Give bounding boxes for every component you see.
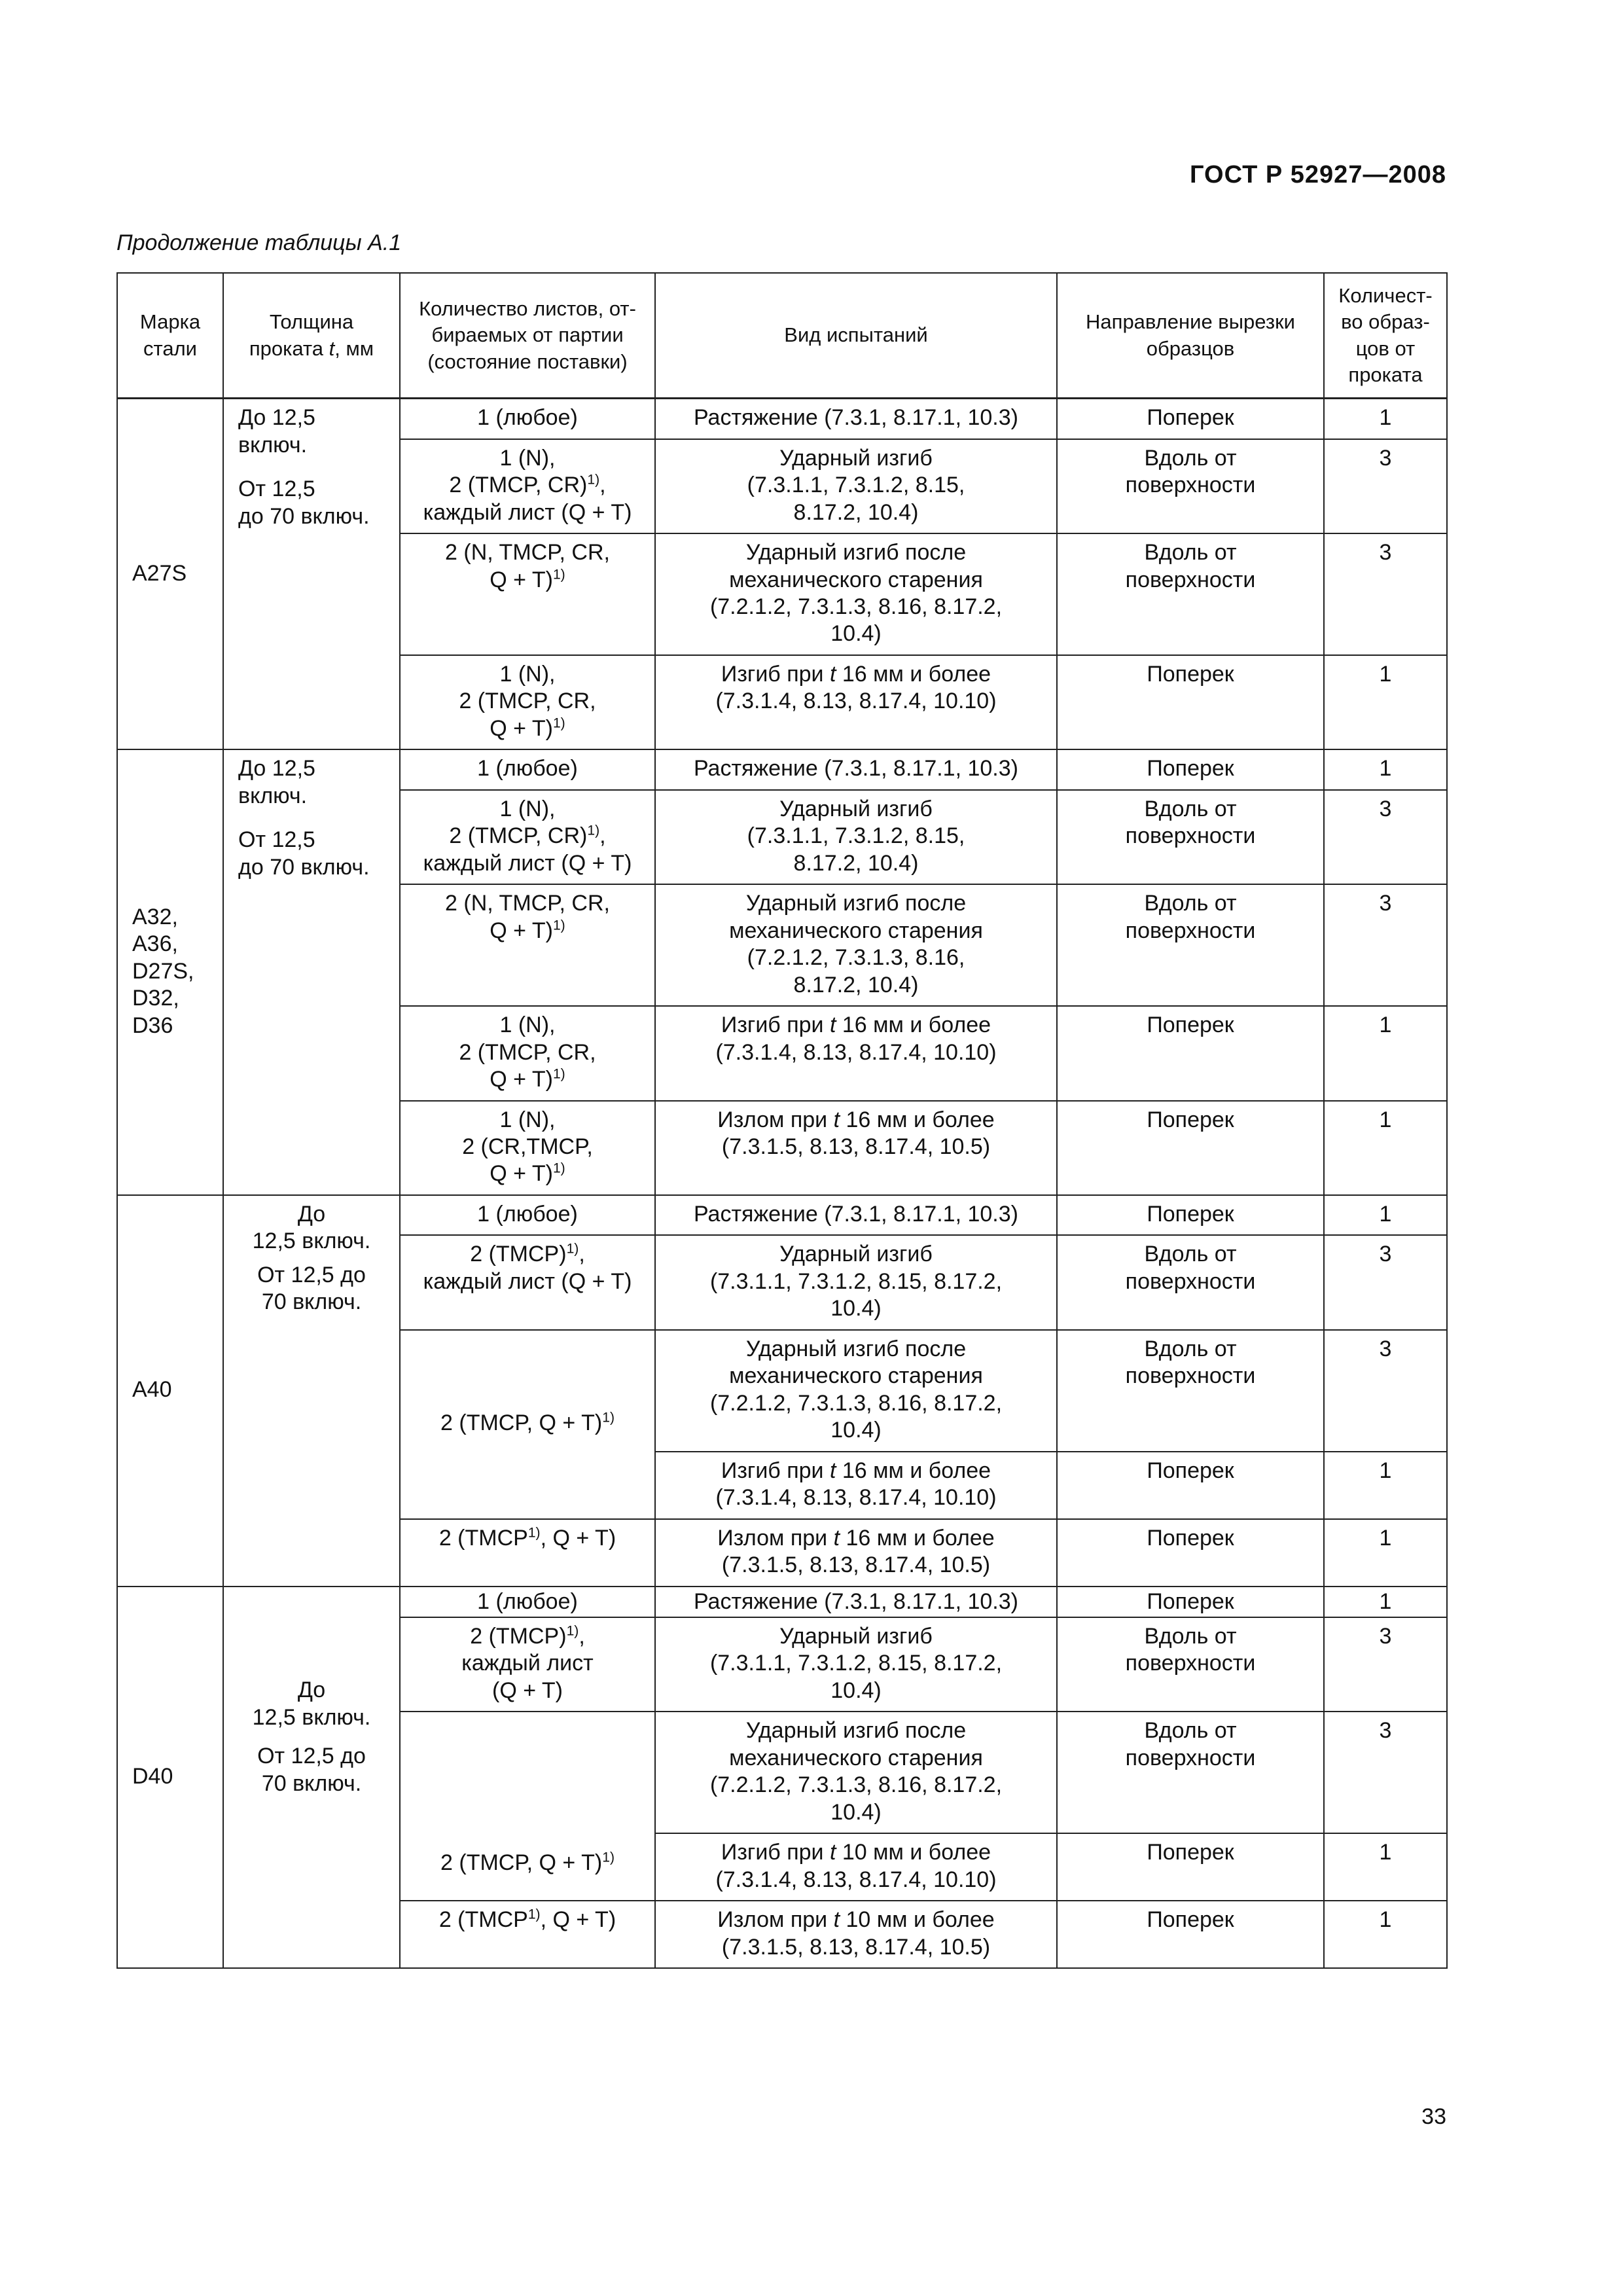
test-cell: Ударный изгиб после механического старения (7.2.1.2, 7.3.1.3, 8.16, 8.17.2, 10.4) [655,533,1057,655]
count-cell: 3 [1324,533,1447,655]
test-cell: Растяжение (7.3.1, 8.17.1, 10.3) [655,749,1057,789]
col-header-test-type: Вид испытаний [655,273,1057,399]
test-cell: Ударный изгиб после механического старения (7.2.1.2, 7.3.1.3, 8.16, 8.17.2, 10.4) [655,1330,1057,1452]
table-row [117,399,1447,439]
test-cell: Растяжение (7.3.1, 8.17.1, 10.3) [655,399,1057,439]
count-cell: 1 [1324,1901,1447,1968]
quantity-cell: 1 (любое) [400,749,655,789]
count-cell: 1 [1324,655,1447,749]
direction-cell: Поперек [1057,1101,1324,1195]
direction-cell: Поперек [1057,1587,1324,1617]
thickness-range: От 12,5 до 70 включ. [238,827,370,880]
count-cell: 3 [1324,790,1447,884]
quantity-cell: 2 (TMCP, Q + T)$^{1)}$ [400,1330,655,1519]
count-cell: 3 [1324,884,1447,1006]
col-header-grade: Марка стали [117,273,223,399]
direction-cell: Вдоль от поверхности [1057,1712,1324,1833]
group-a32-d36 [117,749,1447,1195]
quantity-cell: 1 (N), 2 (TMCP, CR)$^{1)}$, каждый лист (Q + T) [400,439,655,533]
count-cell: 3 [1324,1235,1447,1329]
thickness-cell [223,749,400,1195]
thickness-cell [223,1587,400,1969]
quantity-cell: 2 (TMCP)$^{1)}$, каждый лист (Q + T) [400,1617,655,1712]
direction-cell: Поперек [1057,399,1324,439]
direction-cell: Вдоль от поверхности [1057,884,1324,1006]
test-cell: Изгиб при t 10 мм и более (7.3.1.4, 8.13, 8.17.4, 10.10) [655,1833,1057,1901]
test-cell: Излом при t 10 мм и более (7.3.1.5, 8.13, 8.17.4, 10.5) [655,1901,1057,1968]
thickness-upper: До 12,5 включ. [252,1201,371,1254]
direction-cell: Вдоль от поверхности [1057,790,1324,884]
direction-cell: Вдоль от поверхности [1057,1330,1324,1452]
test-cell: Излом при t 16 мм и более (7.3.1.5, 8.13, 8.17.4, 10.5) [655,1519,1057,1587]
quantity-cell: 1 (N), 2 (CR,TMCP, Q + T)$^{1)}$ [400,1101,655,1195]
table-caption: Продолжение таблицы А.1 [116,230,402,255]
group-d40 [117,1587,1447,1969]
thickness-upper: До 12,5 включ. [252,1677,371,1730]
group-a27s [117,399,1447,750]
document-header: ГОСТ Р 52927—2008 [1190,161,1446,188]
count-cell: 3 [1324,1617,1447,1712]
count-cell: 1 [1324,1101,1447,1195]
col-header-quantity: Количество листов, от- бираемых от партии (состояние поставки) [400,273,655,399]
quantity-cell: 1 (любое) [400,1587,655,1617]
quantity-cell: 1 (N), 2 (TMCP, CR, Q + T)$^{1)}$ [400,655,655,749]
grade-cell: A27S [117,399,223,750]
table-row [117,749,1447,789]
count-cell: 1 [1324,1452,1447,1519]
grade-cell: A40 [117,1195,223,1587]
count-cell: 3 [1324,1712,1447,1833]
group-a40 [117,1195,1447,1587]
quantity-cell: 1 (любое) [400,399,655,439]
quantity-cell: 1 (N), 2 (TMCP, CR)$^{1)}$, каждый лист (Q + T) [400,790,655,884]
count-cell: 1 [1324,749,1447,789]
col-header-thickness: Толщина проката t, мм [223,273,400,399]
direction-cell: Вдоль от поверхности [1057,1617,1324,1712]
quantity-cell: 1 (N), 2 (TMCP, CR, Q + T)$^{1)}$ [400,1006,655,1100]
direction-cell: Вдоль от поверхности [1057,533,1324,655]
direction-cell: Вдоль от поверхности [1057,439,1324,533]
count-cell: 3 [1324,439,1447,533]
thickness-upper: До 12,5 включ. [238,405,315,457]
quantity-cell: 2 (TMCP, Q + T)$^{1)}$ [400,1712,655,1901]
quantity-cell: 1 (любое) [400,1195,655,1235]
col-header-sample-count: Количест- во образ- цов от проката [1324,273,1447,399]
table-header-row [117,273,1447,399]
count-cell: 1 [1324,1195,1447,1235]
direction-cell: Поперек [1057,1006,1324,1100]
test-cell: Растяжение (7.3.1, 8.17.1, 10.3) [655,1195,1057,1235]
test-cell: Ударный изгиб после механического старения (7.2.1.2, 7.3.1.3, 8.16, 8.17.2, 10.4) [655,1712,1057,1833]
count-cell: 1 [1324,1519,1447,1587]
direction-cell: Поперек [1057,749,1324,789]
table-row [117,1195,1447,1235]
thickness-cell [223,1195,400,1587]
col-header-direction: Направление вырезки образцов [1057,273,1324,399]
test-cell: Ударный изгиб (7.3.1.1, 7.3.1.2, 8.15, 8.17.2, 10.4) [655,1235,1057,1329]
thickness-upper: До 12,5 включ. [238,756,315,808]
test-cell: Изгиб при t 16 мм и более (7.3.1.4, 8.13, 8.17.4, 10.10) [655,1452,1057,1519]
test-cell: Изгиб при t 16 мм и более (7.3.1.4, 8.13, 8.17.4, 10.10) [655,1006,1057,1100]
grade-cell: A32, A36, D27S, D32, D36 [117,749,223,1195]
count-cell: 1 [1324,1006,1447,1100]
test-cell: Ударный изгиб (7.3.1.1, 7.3.1.2, 8.15, 8.17.2, 10.4) [655,1617,1057,1712]
test-cell: Ударный изгиб (7.3.1.1, 7.3.1.2, 8.15, 8.17.2, 10.4) [655,790,1057,884]
grade-cell: D40 [117,1587,223,1969]
thickness-range: От 12,5 до 70 включ. [257,1744,366,1796]
count-cell: 1 [1324,399,1447,439]
direction-cell: Вдоль от поверхности [1057,1235,1324,1329]
test-requirements-table [116,272,1448,1969]
quantity-cell: 2 (N, TMCP, CR, Q + T)$^{1)}$ [400,533,655,655]
direction-cell: Поперек [1057,1519,1324,1587]
test-cell: Растяжение (7.3.1, 8.17.1, 10.3) [655,1587,1057,1617]
direction-cell: Поперек [1057,1452,1324,1519]
direction-cell: Поперек [1057,1901,1324,1968]
test-cell: Изгиб при t 16 мм и более (7.3.1.4, 8.13, 8.17.4, 10.10) [655,655,1057,749]
thickness-cell [223,399,400,750]
test-cell: Излом при t 16 мм и более (7.3.1.5, 8.13, 8.17.4, 10.5) [655,1101,1057,1195]
count-cell: 3 [1324,1330,1447,1452]
quantity-cell: 2 (TMCP$^{1)}$, Q + T) [400,1519,655,1587]
count-cell: 1 [1324,1587,1447,1617]
quantity-cell: 2 (TMCP)$^{1)}$, каждый лист (Q + T) [400,1235,655,1329]
table-row [117,1587,1447,1617]
count-cell: 1 [1324,1833,1447,1901]
test-cell: Ударный изгиб (7.3.1.1, 7.3.1.2, 8.15, 8.17.2, 10.4) [655,439,1057,533]
thickness-range: От 12,5 до 70 включ. [257,1262,366,1315]
thickness-range: От 12,5 до 70 включ. [238,476,370,529]
direction-cell: Поперек [1057,1195,1324,1235]
direction-cell: Поперек [1057,655,1324,749]
direction-cell: Поперек [1057,1833,1324,1901]
quantity-cell: 2 (TMCP$^{1)}$, Q + T) [400,1901,655,1968]
quantity-cell: 2 (N, TMCP, CR, Q + T)$^{1)}$ [400,884,655,1006]
page-number: 33 [1421,2104,1446,2129]
test-cell: Ударный изгиб после механического старения (7.2.1.2, 7.3.1.3, 8.16, 8.17.2, 10.4) [655,884,1057,1006]
